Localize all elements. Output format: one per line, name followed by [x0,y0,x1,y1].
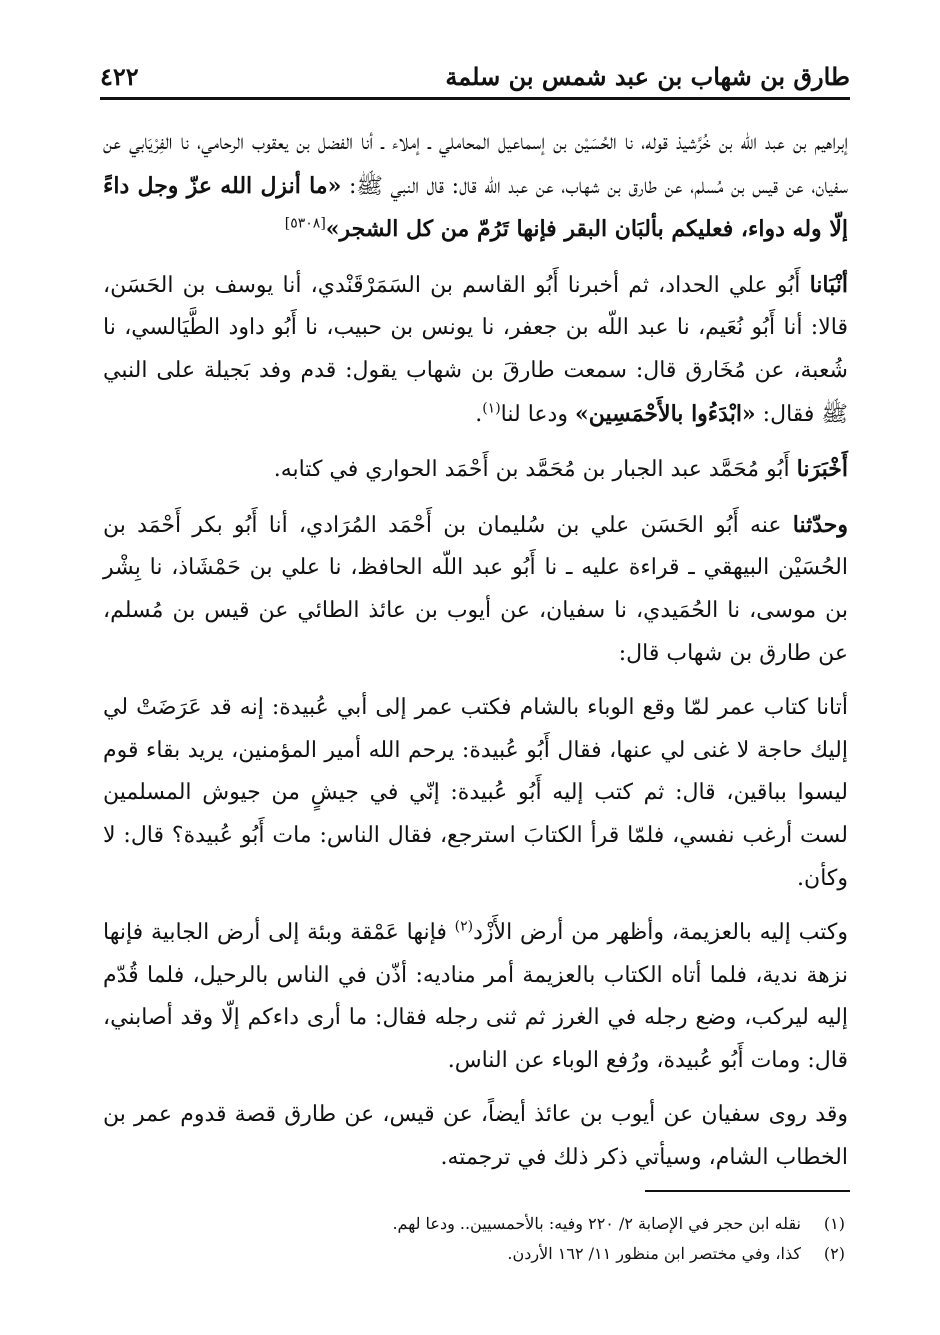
footnotes [100,1209,845,1269]
footnote-text: نقله ابن حجر في الإصابة ٢/ ٢٢٠ وفيه: بالأحمسيين.. ودعا لهم. [392,1214,801,1233]
paragraph-text: أَبُو مُحَمَّد عبد الجبار بن مُحَمَّد بن أَحْمَد الحواري في كتابه. [273,457,797,483]
paragraph-3 [103,448,848,492]
footnote-1 [100,1209,845,1239]
paragraph-text: ودعا لنا [500,401,575,427]
lead-word: وحدّثنا [792,511,848,538]
hadith-quote: «ما أنزل الله عزّ وجل داءً إلّا وله دواء، فعليكم بألبَان البقر فإنها تَرُمّ من كل الشجر» [103,172,848,243]
paragraph-1 [103,122,848,252]
footnote-text: كذا، وفي مختصر ابن منظور ١١/ ١٦٢ الأردن. [507,1244,801,1263]
footnote-number: (٢) [823,1244,845,1263]
paragraph-7 [103,1094,848,1179]
page-number: ٤٢٢ [100,62,139,91]
paragraph-text: أَبُو علي الحداد، ثم أخبرنا أَبُو القاسم بن السَمَرْقَنْدي، أنا يوسف بن الحَسَن، قالا: أنا أَبُو نُعَيم، نا عبد اللّه بن جعفر، نا يونس بن حبيب، نا أَبُو داود الطَّيَالسي، نا شُعبة، عن مُخَارق قال: سمعت طارقَ بن شهاب يقول: قدم وفد بَجيلة على النبي ﷺ فقال: [103,272,848,427]
footnote-number: (١) [823,1214,845,1233]
paragraph-text: وكتب إليه بالعزيمة، وأظهر من أرض الأَزْد [473,920,848,946]
hadith-number: [٥٣٠٨] [284,215,326,232]
paragraph-5 [103,687,848,900]
paragraph-text: إبراهيم بن عبد اللّه بن خُرَّشيذ قوله، نا الحُسَيْن بن إسماعيل المحاملي ـ إملاء ـ أنا الفضل بن يعقوب الرحامي، نا الفِرْيَابي عن سفيان، عن قيس بن مُسلم، عن طارق بن شهاب، عن عبد اللّه قال: قال النبي ﷺ: [103,130,848,199]
paragraph-4 [103,504,848,675]
paragraph-text: فإنها عَمْقة وبئة إلى أرض الجابية فإنها نزهة ندية، فلما أتاه الكتاب بالعزيمة أمر مناديه: أذّن في الناس بالرحيل، فلما قُدّم إليه ليركب، وضع رجله في الغرز ثم ثنى رجله فقال: ما أرى داءكم إلّا وقد أصابني، قال: ومات أَبُو عُبيدة، ورُفع الوباء عن الناس. [103,920,848,1073]
footnote-ref-2[interactable]: (٢) [454,918,474,935]
main-text [103,122,848,1192]
running-title: طارق بن شهاب بن عبد شمس بن سلمة [445,62,850,91]
paragraph-2 [103,264,848,436]
footnote-2 [100,1239,845,1269]
lead-word: أَخْبَرَنا [796,456,848,483]
paragraph-text: عنه أَبُو الحَسَن علي بن سُليمان بن أَحْمَد المُرَادي، أنا أَبُو بكر أَحْمَد بن الحُسَيْن البيهقي ـ قراءة عليه ـ نا أَبُو عبد اللّه الحافظ، نا علي بن حَمْشَاذ، نا بِشْر بن موسى، نا الحُمَيدي، نا سفيان، عن أيوب بن عائذ الطائي عن قيس بن مُسلم، عن طارق بن شهاب قال: [103,512,848,666]
hadith-quote: «ابْدَءُوا بالأَحْمَسِين» [574,400,756,427]
footnote-divider [645,1190,850,1192]
footnote-ref-1[interactable]: (١) [482,400,501,417]
paragraph-text: وقد روى سفيان عن أيوب بن عائذ أيضاً، عن قيس، عن طارق قصة قدوم عمر بن الخطاب الشام، وسيأتي ذكر ذلك في ترجمته. [103,1102,848,1171]
paragraph-text: . [475,401,483,427]
paragraph-text: أتانا كتاب عمر لمّا وقع الوباء بالشام فكتب عمر إلى أبي عُبيدة: إنه قد عَرَضَتْ لي إليك حاجة لا غنى لي عنها، فقال أَبُو عُبيدة: يرحم الله أمير المؤمنين، يريد بقاء قوم ليسوا بباقين، قال: ثم كتب إليه أَبُو عُبيدة: إنّي في جيشٍ من جيوش المسلمين لست أرغب نفسي، فلمّا قرأ الكتابَ استرجع، فقال الناس: مات أَبُو عُبيدة؟ قال: لا وكأن. [103,695,848,891]
lead-word: أنْبَانا [809,271,848,298]
paragraph-6 [103,912,848,1082]
running-header [100,60,850,100]
